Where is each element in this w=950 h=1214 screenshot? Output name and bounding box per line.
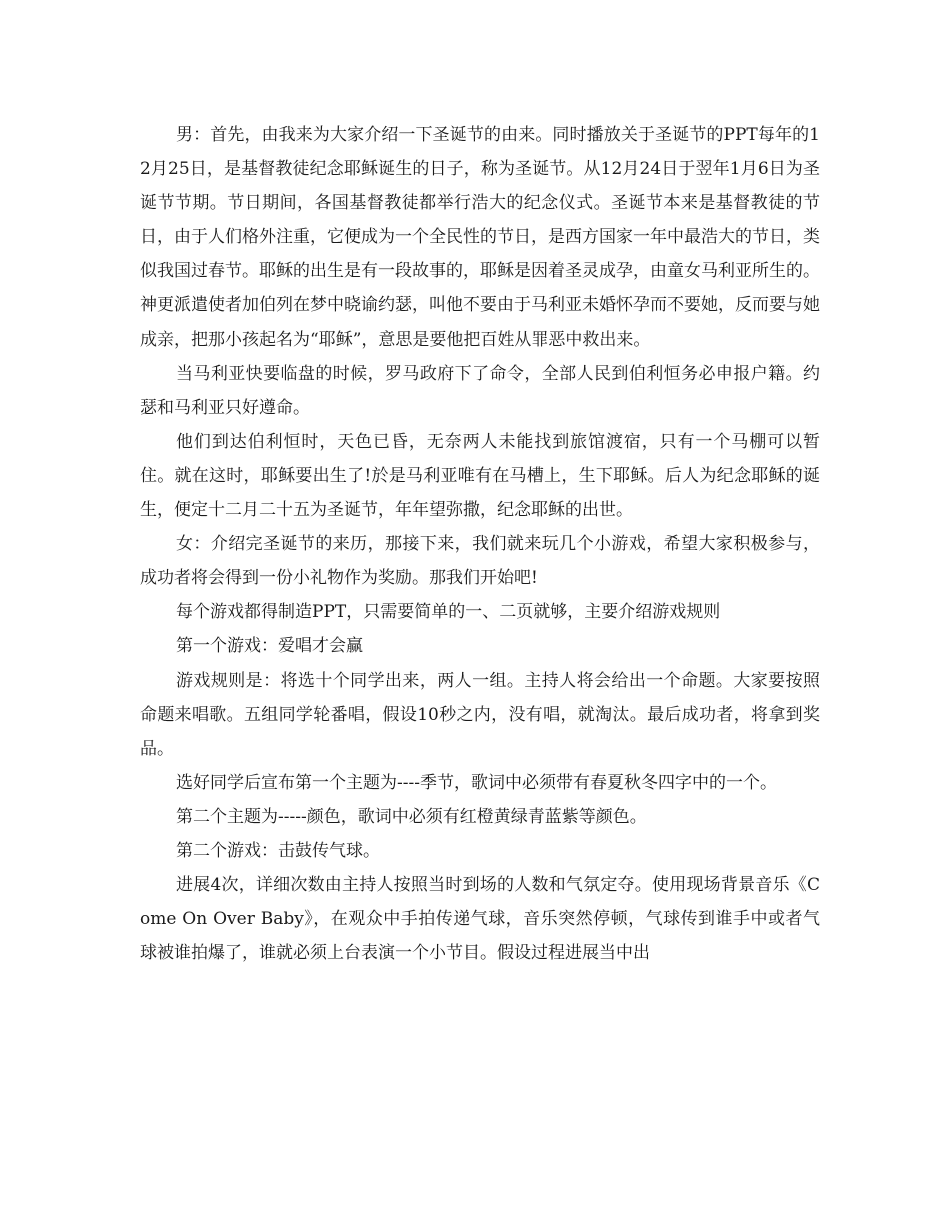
paragraph-game-one-title: 第一个游戏：爱唱才会赢 xyxy=(176,636,363,657)
paragraph-intro-christmas-origin: 男：首先，由我来为大家介绍一下圣诞节的由来。同时播放关于圣诞节的PPT每年的12月25日，是基督教徒纪念耶稣诞生的日子，称为圣诞节。从12月24日于翌年1月6日为圣诞节节期。节日期间，各国基督教徒都举行浩大的纪念仪式。圣诞节本来是基督教徒的节日，由于人们格外注重，它便成为一个全民性的节日，是西方国家一年中最浩大的节日，类似我国过春节。耶稣的出生是有一段故事的，耶稣是因着圣灵成孕，由童女马利亚所生的。神更派遣使者加伯列在梦中晓谕约瑟，叫他不要由于马利亚未婚怀孕而不要她，反而要与她成亲，把那小孩起名为“耶稣”，意思是要他把百姓从罪恶中救出来。 xyxy=(140,125,820,350)
paragraph-theme-season: 选好同学后宣布第一个主题为----季节，歌词中必须带有春夏秋冬四字中的一个。 xyxy=(176,772,777,793)
paragraph-bethlehem-birth: 他们到达伯利恒时，天色已昏，无奈两人未能找到旅馆渡宿，只有一个马棚可以暂住。就在这时，耶稣要出生了!於是马利亚唯有在马槽上，生下耶稣。后人为纪念耶稣的诞生，便定十二月二十五为圣诞节，年年望弥撒，纪念耶稣的出世。 xyxy=(140,431,820,521)
paragraph-game-two-rules: 进展4次，详细次数由主持人按照当时到场的人数和气氛定夺。使用现场背景音乐《Come On Over Baby》，在观众中手拍传递气球，音乐突然停顿，气球传到谁手中或者气球被谁拍爆了，谁就必须上台表演一个小节目。假设过程进展当中出 xyxy=(140,875,820,964)
paragraph-game-one-rules: 游戏规则是：将选十个同学出来，两人一组。主持人将会给出一个命题。大家要按照命题来唱歌。五组同学轮番唱，假设10秒之内，没有唱，就淘汰。最后成功者，将拿到奖品。 xyxy=(140,670,820,759)
paragraph-games-intro: 女：介绍完圣诞节的来历，那接下来，我们就来玩几个小游戏，希望大家积极参与，成功者将会得到一份小礼物作为奖励。那我们开始吧! xyxy=(140,534,820,589)
paragraph-theme-color: 第二个主题为-----颜色，歌词中必须有红橙黄绿青蓝紫等颜色。 xyxy=(176,806,647,827)
paragraph-ppt-note: 每个游戏都得制造PPT，只需要简单的一、二页就够，主要介绍游戏规则 xyxy=(176,602,721,623)
paragraph-game-two-title: 第二个游戏：击鼓传气球。 xyxy=(176,840,380,861)
document-body xyxy=(140,118,820,970)
paragraph-mary-census: 当马利亚快要临盘的时候，罗马政府下了命令，全部人民到伯利恒务必申报户籍。约瑟和马利亚只好遵命。 xyxy=(140,363,820,418)
